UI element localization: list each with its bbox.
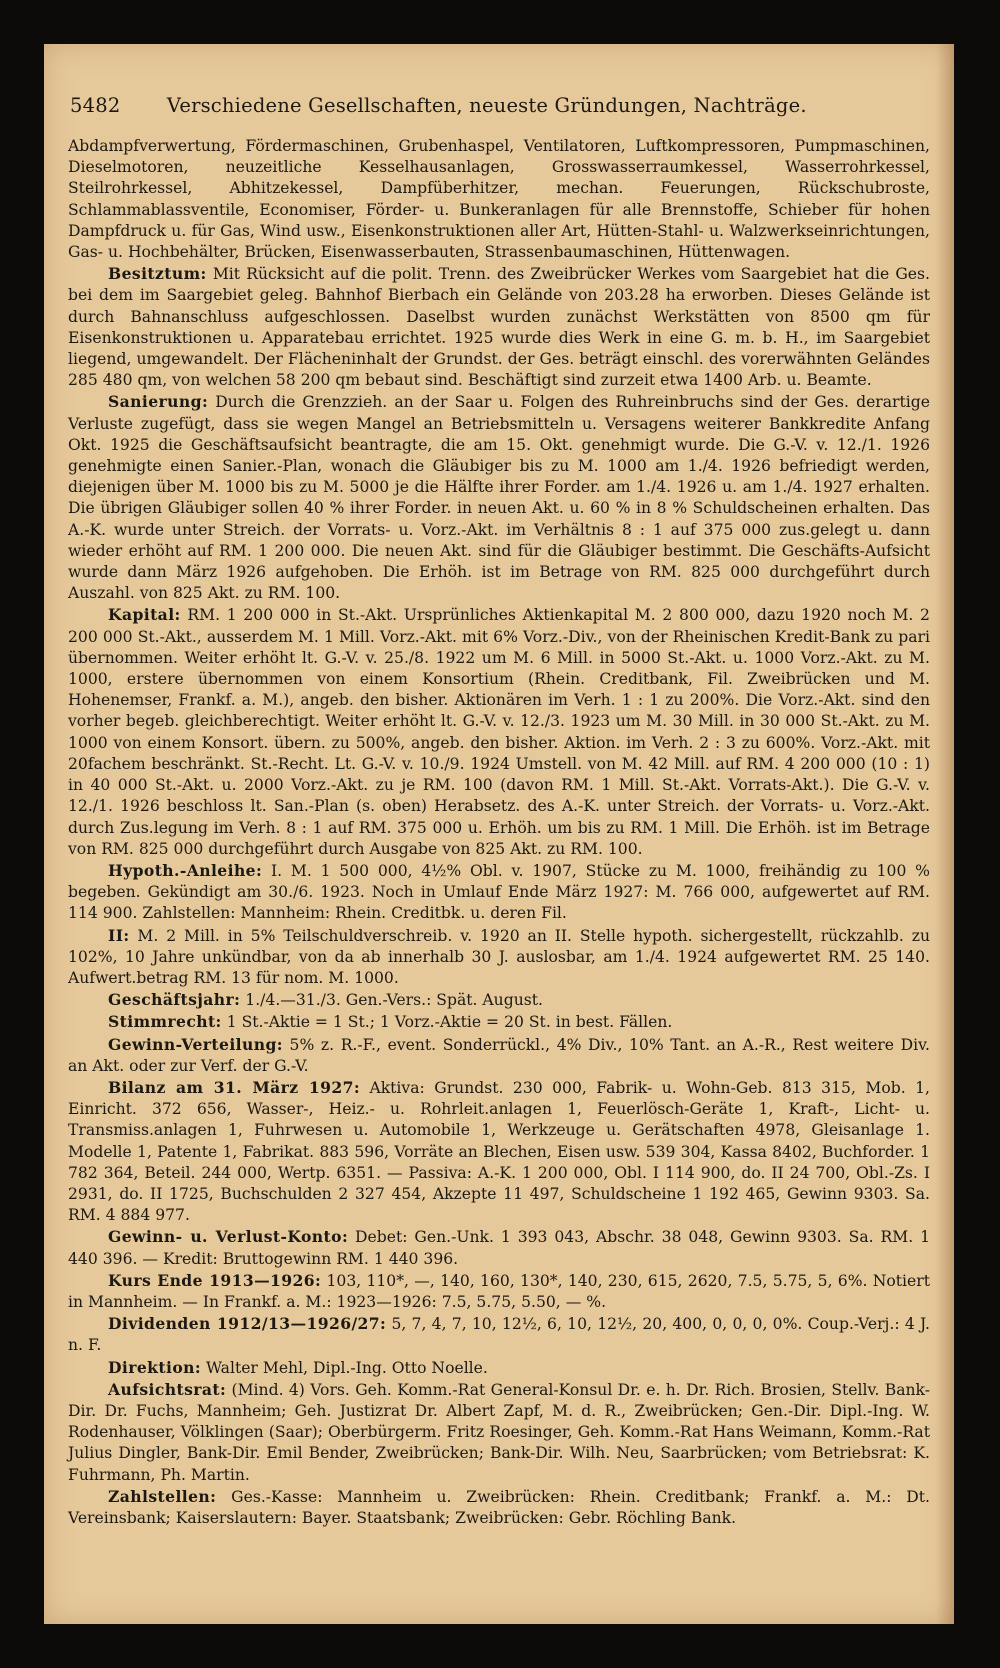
paragraph-geschaeftsjahr	[68, 989, 930, 1011]
paragraph-text: Walter Mehl, Dipl.-Ing. Otto Noelle.	[205, 1358, 488, 1377]
section-label: Zahlstellen:	[108, 1486, 217, 1506]
paragraph-text: 5, 7, 4, 7, 10, 12½, 6, 10, 12½, 20, 400, 0, 0, 0, 0%. Coup.-Verj.: 4 J. n. F.	[68, 1315, 930, 1355]
section-label: Dividenden 1912/13—1926/27:	[108, 1314, 387, 1334]
section-label: Sanierung:	[108, 392, 209, 412]
paragraph-hypoth-anleihe	[68, 860, 930, 925]
section-label: Kapital:	[108, 605, 181, 625]
article-body	[68, 136, 930, 1529]
section-label: Gewinn- u. Verlust-Konto:	[108, 1227, 349, 1247]
paragraph-text: Mit Rücksicht auf die polit. Trenn. des Zweibrücker Werkes vom Saargebiet hat die Ges. bei dem im Saargebiet geleg. Bahnhof Bierbach ein Gelände von 203.28 ha erworben. Dieses Gelände ist durch Bahnanschluss aufgeschlossen. Daselbst wurden zunächst Werkstätten von 8500 qm für Eisenkonstruktionen u. Apparatebau errichtet. 1925 wurde dies Werk in eine G. m. b. H., im Saargebiet liegend, umgewandelt. Der Flächeninhalt der Grundst. der Ges. beträgt einschl. des vorerwähnten Geländes 285 480 qm, von welchen 58 200 qm bebaut sind. Beschäftigt sind zurzeit etwa 1400 Arb. u. Beamte.	[68, 265, 930, 390]
paragraph-text: 1 St.-Aktie = 1 St.; 1 Vorz.-Aktie = 20 St. in best. Fällen.	[226, 1013, 673, 1032]
paragraph-text: RM. 1 200 000 in St.-Akt. Ursprünliches Aktienkapital M. 2 800 000, dazu 1920 noch M. 2 200 000 St.-Akt., ausserdem M. 1 Mill. Vorz.-Akt. mit 6% Vorz.-Div., von der Rheinischen Kredit-Bank zu pari übernommen. Weiter erhöht lt. G.-V. v. 25./8. 1922 um M. 6 Mill. in 5000 St.-Akt. u. 1000 Vorz.-Akt. zu M. 1000, erstere übernommen von einem Konsortium (Rhein. Creditbank, Fil. Zweibrücken und M. Hohenemser, Frankf. a. M.), angeb. den bisher. Aktionären im Verh. 1 : 1 zu 200%. Die Vorz.-Akt. sind den vorher begeb. gleichberechtigt. Weiter erhöht lt. G.-V. v. 12./3. 1923 um M. 30 Mill. in 30 000 St.-Akt. zu M. 1000 von einem Konsort. übern. zu 500%, angeb. den bisher. Aktion. im Verh. 2 : 3 zu 600%. Vorz.-Akt. mit 20fachem beschränkt. St.-Recht. Lt. G.-V. v. 10./9. 1924 Umstell. von M. 42 Mill. auf RM. 4 200 000 (10 : 1) in 40 000 St.-Akt. u. 2000 Vorz.-Akt. zu je RM. 100 (davon RM. 1 Mill. St.-Akt. Vorrats-Akt.). Die G.-V. v. 12./1. 1926 beschloss lt. San.-Plan (s. oben) Herabsetz. des A.-K. unter Streich. der Vorrats- u. Vorz.-Akt. durch Zus.legung im Verh. 8 : 1 auf RM. 375 000 u. Erhöh. um bis zu RM. 1 Mill. Die Erhöh. ist im Betrage von RM. 825 000 durchgeführt durch Ausgabe von 825 Akt. zu RM. 100.	[68, 606, 930, 858]
page-number: 5482	[70, 94, 121, 117]
paragraph-direktion	[68, 1357, 930, 1379]
paragraph-kapital	[68, 604, 930, 859]
paragraph-hypoth-anleihe-ii	[68, 925, 930, 990]
section-label: Kurs Ende 1913—1926:	[108, 1270, 322, 1290]
paragraph-stimmrecht	[68, 1011, 930, 1033]
paragraph-aufsichtsrat	[68, 1379, 930, 1486]
paragraph-bilanz	[68, 1077, 930, 1226]
paragraph-kurs	[68, 1270, 930, 1313]
page-header	[70, 94, 920, 117]
running-title: Verschiedene Gesellschaften, neueste Gründungen, Nachträge.	[166, 94, 807, 117]
paragraph-text: Ges.-Kasse: Mannheim u. Zweibrücken: Rhein. Creditbank; Frankf. a. M.: Dt. Vereinsbank; Kaiserslautern: Bayer. Staatsbank; Zweibrücken: Gebr. Röchling Bank.	[68, 1487, 930, 1527]
paragraph-text: 1./4.—31./3. Gen.-Vers.: Spät. August.	[245, 991, 543, 1010]
paragraph-gewinn-verlust	[68, 1226, 930, 1269]
section-label: Hypoth.-Anleihe:	[108, 860, 263, 880]
section-label: Bilanz am 31. März 1927:	[108, 1077, 360, 1097]
section-label: Besitztum:	[108, 264, 207, 284]
paragraph-besitztum	[68, 263, 930, 391]
paragraph-intro	[68, 136, 930, 263]
paragraph-text: (Mind. 4) Vors. Geh. Komm.-Rat General-Konsul Dr. e. h. Dr. Rich. Brosien, Stellv. Bank-Dir. Dr. Fuchs, Mannheim; Geh. Justizrat Dr. Albert Zapf, M. d. R., Zweibrücken; Gen.-Dir. Dipl.-Ing. W. Rodenhauser, Völklingen (Saar); Oberbürgerm. Fritz Roesinger, Geh. Komm.-Rat Hans Weimann, Komm.-Rat Julius Dingler, Bank-Dir. Emil Bender, Zweibrücken; Bank-Dir. Wilh. Neu, Saarbrücken; vom Betriebsrat: K. Fuhrmann, Ph. Martin.	[68, 1380, 930, 1484]
paragraph-text: Abdampfverwertung, Fördermaschinen, Grubenhaspel, Ventilatoren, Luftkompressoren, Pumpmaschinen, Dieselmotoren, neuzeitliche Kesselhausanlagen, Grosswasserraumkessel, Wasserrohrkessel, Steilrohrkessel, Abhitzekessel, Dampfüberhitzer, mechan. Feuerungen, Rückschubroste, Schlammablassventile, Economiser, Förder- u. Bunkeranlagen für alle Brennstoffe, Schieber für hohen Dampfdruck u. für Gas, Wind usw., Eisenkonstruktionen aller Art, Hütten-Stahl- u. Walzwerkseinrichtungen, Gas- u. Hochbehälter, Brücken, Eisenwasserbauten, Strassenbaumaschinen, Hüttenwagen.	[68, 137, 930, 262]
section-label: Geschäftsjahr:	[108, 990, 241, 1010]
paragraph-text: Durch die Grenzzieh. an der Saar u. Folgen des Ruhreinbruchs sind der Ges. derartige Verluste zugefügt, dass sie wegen Mangel an Betriebsmitteln u. Versagens weiterer Bankkredite Anfang Okt. 1925 die Geschäftsaufsicht beantragte, die am 15. Okt. genehmigt wurde. Die G.-V. v. 12./1. 1926 genehmigte einen Sanier.-Plan, wonach die Gläubiger bis zu M. 1000 am 1./4. 1926 befriedigt werden, diejenigen über M. 1000 bis zu M. 5000 je die Hälfte ihrer Forder. am 1./4. 1926 u. am 1./4. 1927 erhalten. Die übrigen Gläubiger sollen 40 % ihrer Forder. in neuen Akt. u. 60 % in 8 % Schuldscheinen erhalten. Das A.-K. wurde unter Streich. der Vorrats- u. Vorz.-Akt. im Verhältnis 8 : 1 auf 375 000 zus.gelegt u. dann wieder erhöht auf RM. 1 200 000. Die neuen Akt. sind für die Gläubiger bestimmt. Die Geschäfts-Aufsicht wurde dann März 1926 aufgehoben. Die Erhöh. ist im Betrage von RM. 825 000 durchgeführt durch Auszahl. von 825 Akt. zu RM. 100.	[68, 393, 930, 603]
section-label: Stimmrecht:	[108, 1012, 222, 1032]
paragraph-gewinn-verteilung	[68, 1034, 930, 1077]
book-page	[44, 44, 954, 1624]
section-label: Aufsichtsrat:	[108, 1379, 227, 1399]
section-label: II:	[108, 925, 130, 945]
paragraph-text: I. M. 1 500 000, 4½% Obl. v. 1907, Stücke zu M. 1000, freihändig zu 100 % begeben. Gekündigt am 30./6. 1923. Noch in Umlauf Ende März 1927: M. 766 000, aufgewertet auf RM. 114 900. Zahlstellen: Mannheim: Rhein. Creditbk. u. deren Fil.	[68, 861, 930, 923]
paragraph-text: M. 2 Mill. in 5% Teilschuldverschreib. v. 1920 an II. Stelle hypoth. sichergestellt, rückzahlb. zu 102%, 10 Jahre unkündbar, von da ab innerhalb 30 J. auslosbar, am 1./4. 1924 aufgewertet RM. 25 140. Aufwert.betrag RM. 13 für nom. M. 1000.	[68, 926, 930, 987]
paragraph-sanierung	[68, 391, 930, 604]
section-label: Gewinn-Verteilung:	[108, 1034, 283, 1054]
paragraph-text: 5% z. R.-F., event. Sonderrückl., 4% Div., 10% Tant. an A.-R., Rest weitere Div. an Akt. oder zur Verf. der G.-V.	[68, 1035, 930, 1075]
paragraph-text: Debet: Gen.-Unk. 1 393 043, Abschr. 38 048, Gewinn 9303. Sa. RM. 1 440 396. — Kredit: Bruttogewinn RM. 1 440 396.	[68, 1228, 930, 1268]
paragraph-text: Aktiva: Grundst. 230 000, Fabrik- u. Wohn-Geb. 813 315, Mob. 1, Einricht. 372 656, Wasser-, Heiz.- u. Rohrleit.anlagen 1, Feuerlösch-Geräte 1, Kraft-, Licht- u. Transmiss.anlagen 1, Fuhrwesen u. Automobile 1, Werkzeuge u. Gerätschaften 4978, Gleisanlage 1. Modelle 1, Patente 1, Fabrikat. 883 596, Vorräte an Blechen, Eisen usw. 539 304, Kassa 8402, Buchforder. 1 782 364, Beteil. 244 000, Wertp. 6351. — Passiva: A.-K. 1 200 000, Obl. I 114 900, do. II 24 700, Obl.-Zs. I 2931, do. II 1725, Buchschulden 2 327 454, Akzepte 11 497, Schuldscheine 1 192 465, Gewinn 9303. Sa. RM. 4 884 977.	[68, 1078, 930, 1225]
section-label: Direktion:	[108, 1357, 202, 1377]
paragraph-dividenden	[68, 1313, 930, 1356]
paragraph-text: 103, 110*, —, 140, 160, 130*, 140, 230, 615, 2620, 7.5, 5.75, 5, 6%. Notiert in Mannheim. — In Frankf. a. M.: 1923—1926: 7.5, 5.75, 5.50, — %.	[68, 1271, 930, 1311]
paragraph-zahlstellen	[68, 1486, 930, 1529]
